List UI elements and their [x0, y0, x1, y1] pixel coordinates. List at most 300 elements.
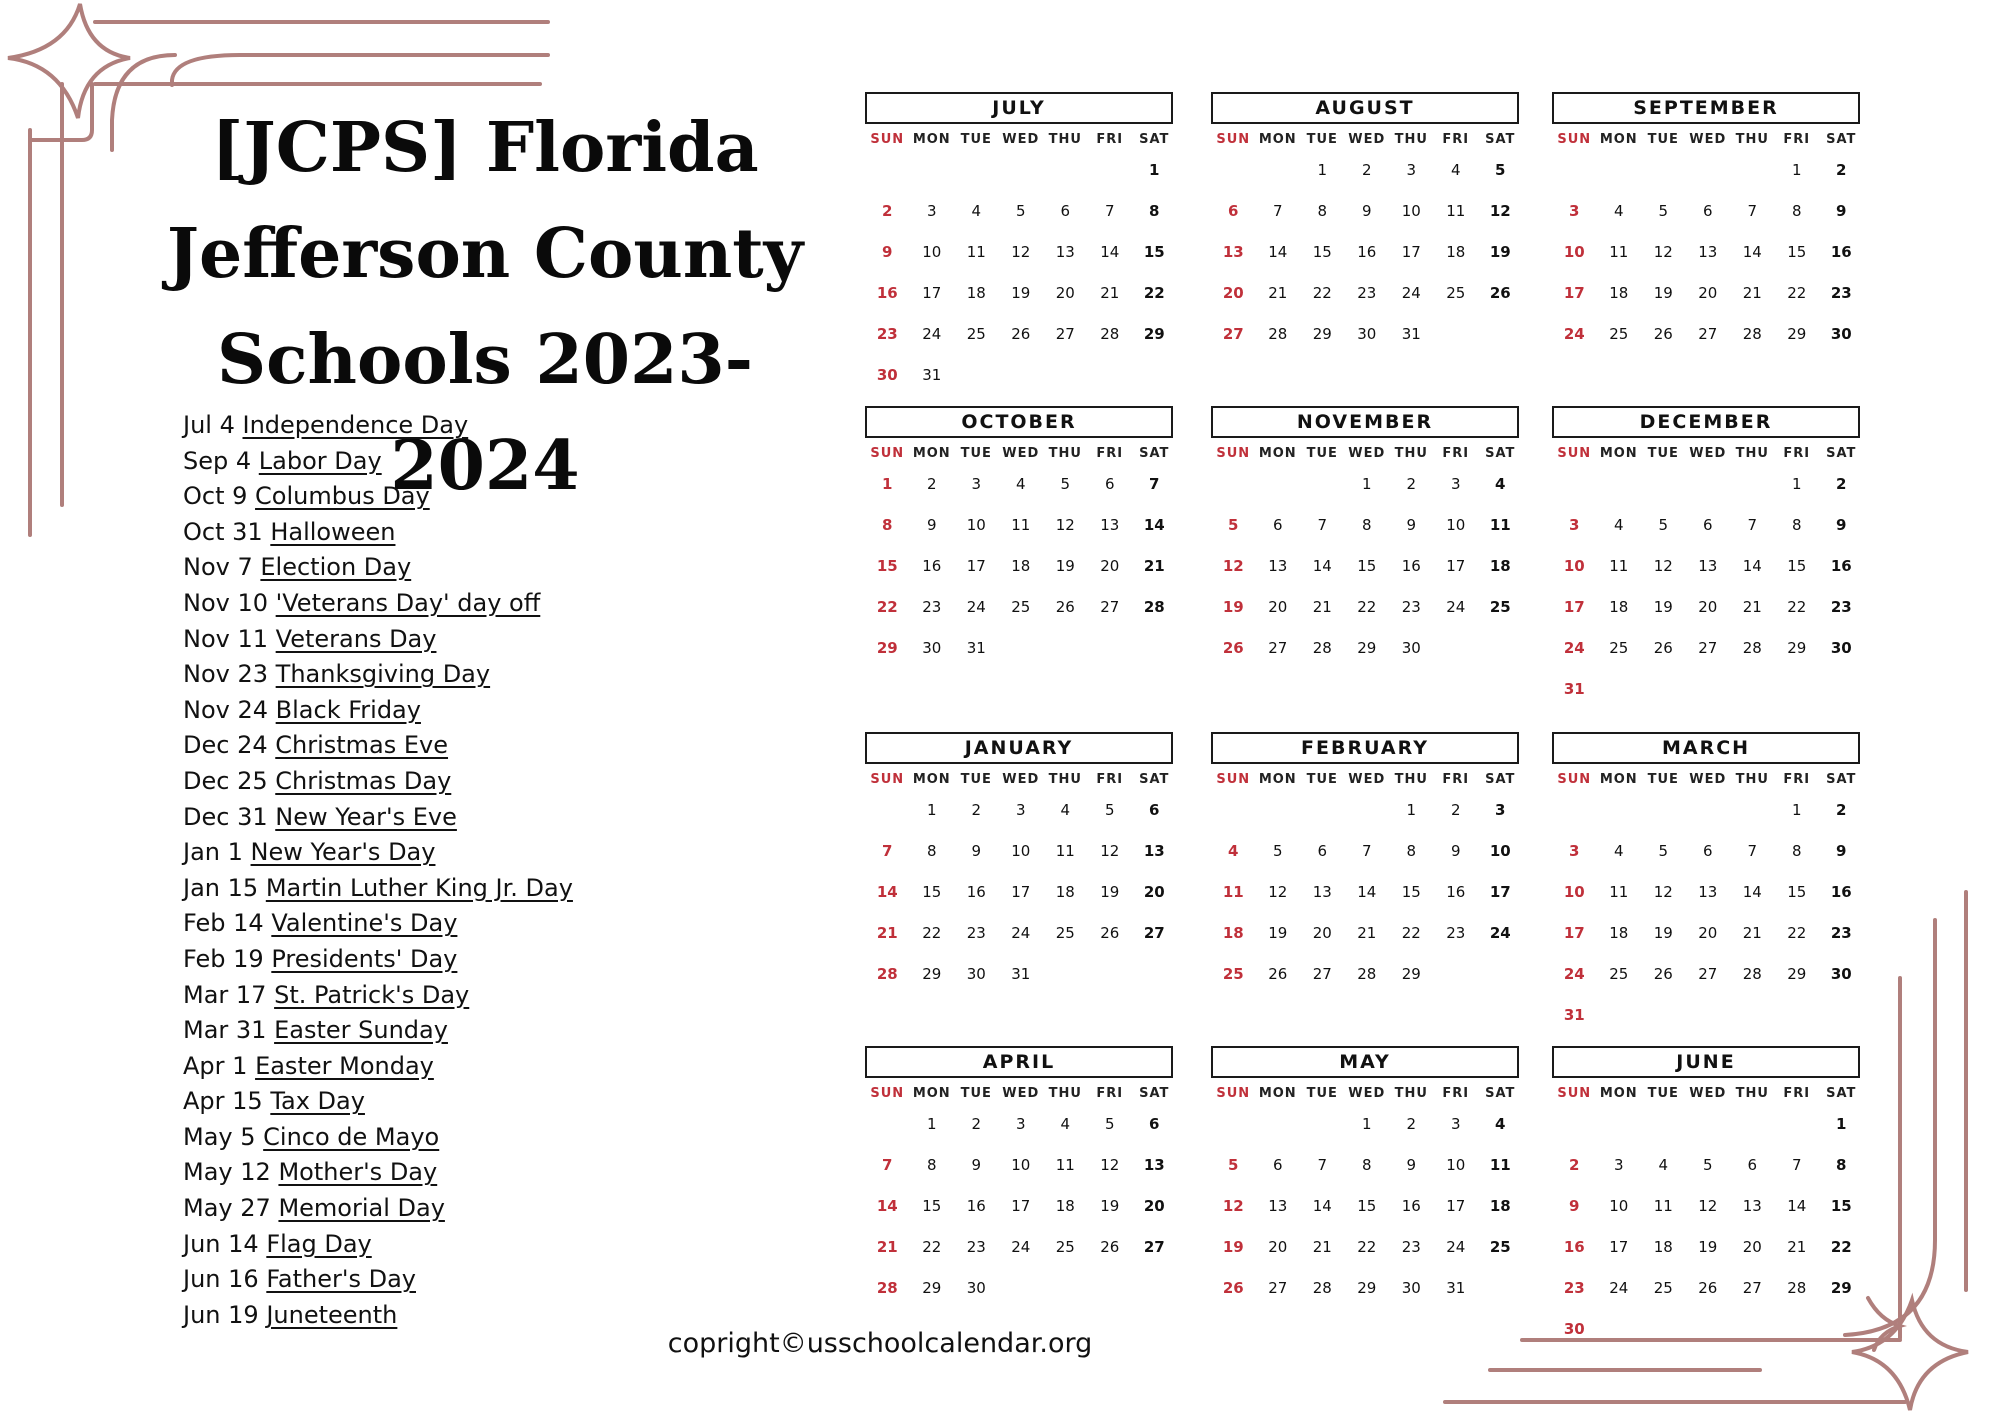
day-cell: 25	[1609, 325, 1629, 343]
month-grid	[865, 1084, 1177, 1309]
month-april	[865, 1046, 1177, 1309]
day-cell: 18	[1609, 284, 1629, 302]
holiday-name-link[interactable]: Memorial Day	[278, 1194, 445, 1223]
weekday-header: THU	[1735, 772, 1769, 787]
day-cell: 8	[1836, 1156, 1847, 1174]
holiday-date: Nov 24	[183, 695, 269, 724]
day-cell: 13	[1268, 1197, 1288, 1215]
day-cell: 8	[1791, 202, 1802, 220]
star-ornament-bottomright	[1852, 1300, 1968, 1410]
holiday-name-link[interactable]: Black Friday	[275, 695, 421, 724]
day-cell: 25	[1055, 1238, 1075, 1256]
day-empty	[999, 150, 1044, 191]
holiday-name-link[interactable]: Cinco de Mayo	[263, 1122, 440, 1151]
day-cell: 8	[1149, 202, 1160, 220]
day-cell: 10	[1609, 1197, 1629, 1215]
day-cell: 31	[922, 366, 942, 384]
day-cell: 7	[1791, 1156, 1802, 1174]
weekday-header: SUN	[1557, 132, 1592, 147]
day-cell: 28	[1742, 639, 1762, 657]
holiday-item	[183, 1227, 573, 1263]
day-cell: 2	[1406, 475, 1417, 493]
holiday-date: Nov 10	[183, 588, 269, 617]
day-cell: 15	[1830, 1197, 1852, 1215]
day-cell: 21	[1100, 284, 1120, 302]
day-cell: 7	[1272, 202, 1283, 220]
day-cell: 20	[1222, 284, 1244, 302]
day-cell: 12	[1100, 842, 1120, 860]
month-august	[1211, 92, 1523, 355]
day-cell: 5	[1272, 842, 1283, 860]
day-cell: 8	[882, 516, 893, 534]
month-grid	[1552, 130, 1864, 355]
day-cell: 1	[926, 801, 937, 819]
day-cell: 30	[966, 1279, 986, 1297]
day-cell: 20	[1143, 883, 1165, 901]
weekday-header: FRI	[1442, 132, 1470, 147]
holiday-name-link[interactable]: Halloween	[270, 517, 396, 546]
day-cell: 21	[1268, 284, 1288, 302]
weekday-header: THU	[1048, 772, 1082, 787]
day-cell: 29	[1312, 325, 1332, 343]
day-cell: 15	[1357, 557, 1377, 575]
day-cell: 9	[1569, 1197, 1580, 1215]
day-empty	[1686, 790, 1731, 831]
holiday-item	[183, 550, 573, 586]
day-cell: 23	[876, 325, 898, 343]
holiday-name-link[interactable]: 'Veterans Day' day off	[275, 588, 541, 617]
day-cell: 12	[1011, 243, 1031, 261]
month-grid	[865, 130, 1177, 396]
day-cell: 24	[966, 598, 986, 616]
day-cell: 8	[926, 842, 937, 860]
month-grid	[1211, 130, 1523, 355]
day-cell: 30	[1357, 325, 1377, 343]
day-cell: 24	[1609, 1279, 1629, 1297]
day-cell: 19	[1100, 883, 1120, 901]
day-empty	[1730, 1104, 1775, 1145]
weekday-header: TUE	[1647, 1086, 1679, 1101]
day-cell: 12	[1055, 516, 1075, 534]
weekday-header: WED	[1689, 1086, 1727, 1101]
weekday-header: TUE	[1647, 446, 1679, 461]
day-cell: 9	[971, 842, 982, 860]
day-cell: 29	[1787, 325, 1807, 343]
day-cell: 18	[1489, 1197, 1511, 1215]
weekday-header: THU	[1394, 132, 1428, 147]
day-cell: 15	[1357, 1197, 1377, 1215]
day-cell: 6	[1149, 1115, 1160, 1133]
day-cell: 4	[1613, 516, 1624, 534]
day-cell: 1	[1791, 475, 1802, 493]
month-december	[1552, 406, 1864, 710]
day-cell: 25	[1011, 598, 1031, 616]
day-cell: 13	[1698, 243, 1718, 261]
day-cell: 8	[1406, 842, 1417, 860]
day-cell: 2	[971, 801, 982, 819]
holiday-name-link[interactable]: Thanksgiving Day	[275, 660, 491, 689]
day-cell: 28	[1268, 325, 1288, 343]
day-cell: 18	[1055, 883, 1075, 901]
day-cell: 9	[971, 1156, 982, 1174]
weekday-header: FRI	[1783, 772, 1811, 787]
holiday-name-link[interactable]: Election Day	[260, 553, 412, 582]
day-cell: 2	[971, 1115, 982, 1133]
day-cell: 17	[1609, 1238, 1629, 1256]
day-cell: 27	[1268, 1279, 1288, 1297]
day-cell: 9	[1836, 516, 1847, 534]
holiday-name-link[interactable]: St. Patrick's Day	[274, 980, 470, 1009]
day-cell: 25	[966, 325, 986, 343]
weekday-header: SAT	[1139, 446, 1170, 461]
weekday-header: WED	[1002, 1086, 1040, 1101]
holiday-item	[183, 1298, 573, 1334]
holiday-item	[183, 1120, 573, 1156]
month-may	[1211, 1046, 1523, 1309]
day-cell: 4	[1613, 202, 1624, 220]
day-cell: 22	[876, 598, 898, 616]
day-cell: 10	[966, 516, 986, 534]
title-line-3: Schools 2023-2024	[217, 320, 753, 506]
day-cell: 3	[1569, 202, 1580, 220]
day-cell: 24	[1446, 1238, 1466, 1256]
star-ornament-small	[1868, 1298, 1900, 1350]
day-cell: 9	[1836, 842, 1847, 860]
day-cell: 30	[1401, 639, 1421, 657]
day-cell: 6	[1702, 202, 1713, 220]
day-cell: 12	[1653, 243, 1673, 261]
day-cell: 18	[1446, 243, 1466, 261]
day-cell: 26	[1268, 965, 1288, 983]
day-cell: 2	[1361, 161, 1372, 179]
day-cell: 10	[1446, 516, 1466, 534]
weekday-header: MON	[1258, 1086, 1297, 1101]
weekday-header: MON	[1599, 772, 1638, 787]
day-empty	[865, 150, 910, 191]
day-cell: 27	[1055, 325, 1075, 343]
holiday-date: Dec 24	[183, 731, 268, 760]
holiday-name-link[interactable]: Valentine's Day	[271, 909, 458, 938]
day-cell: 7	[1747, 516, 1758, 534]
holiday-name-link[interactable]: Martin Luther King Jr. Day	[265, 873, 573, 902]
weekday-header: FRI	[1783, 446, 1811, 461]
day-cell: 2	[926, 475, 937, 493]
day-cell: 23	[966, 1238, 986, 1256]
day-cell: 31	[1563, 680, 1585, 698]
holiday-name-link[interactable]: Christmas Eve	[275, 731, 449, 760]
day-cell: 2	[1569, 1156, 1580, 1174]
weekday-header: THU	[1048, 132, 1082, 147]
day-cell: 12	[1100, 1156, 1120, 1174]
day-cell: 18	[1011, 557, 1031, 575]
day-cell: 14	[1312, 557, 1332, 575]
day-cell: 21	[876, 924, 898, 942]
day-cell: 3	[1569, 516, 1580, 534]
day-empty	[1211, 150, 1256, 191]
day-cell: 14	[1742, 557, 1762, 575]
month-july	[865, 92, 1177, 396]
weekday-header: TUE	[1306, 446, 1338, 461]
month-grid	[1211, 1084, 1523, 1309]
holiday-date: Jul 4	[183, 411, 235, 439]
day-cell: 15	[1401, 883, 1421, 901]
day-empty	[1552, 150, 1597, 191]
day-empty	[1300, 790, 1345, 831]
day-cell: 1	[882, 475, 893, 493]
holiday-name-link[interactable]: Mother's Day	[278, 1158, 438, 1187]
day-cell: 23	[1830, 924, 1852, 942]
day-cell: 19	[1011, 284, 1031, 302]
day-cell: 25	[1489, 598, 1511, 616]
weekday-header: FRI	[1442, 772, 1470, 787]
day-cell: 5	[1658, 842, 1669, 860]
day-cell: 9	[1406, 516, 1417, 534]
holiday-item	[183, 622, 573, 658]
day-cell: 15	[922, 883, 942, 901]
day-empty	[1730, 150, 1775, 191]
day-cell: 24	[1563, 325, 1585, 343]
day-cell: 29	[1143, 325, 1165, 343]
day-cell: 9	[1836, 202, 1847, 220]
month-june	[1552, 1046, 1864, 1350]
day-empty	[1552, 1104, 1597, 1145]
holiday-name-link[interactable]: New Year's Eve	[275, 802, 457, 831]
day-cell: 5	[1104, 1115, 1115, 1133]
day-cell: 25	[1222, 965, 1244, 983]
day-cell: 8	[926, 1156, 937, 1174]
day-cell: 31	[1401, 325, 1421, 343]
day-cell: 7	[1317, 1156, 1328, 1174]
day-cell: 29	[922, 965, 942, 983]
holiday-name-link[interactable]: Christmas Day	[275, 766, 452, 795]
day-cell: 4	[1015, 475, 1026, 493]
day-cell: 24	[1489, 924, 1511, 942]
frame-line-left-3	[30, 84, 92, 140]
day-cell: 25	[1489, 1238, 1511, 1256]
day-cell: 21	[1742, 284, 1762, 302]
day-cell: 5	[1495, 161, 1506, 179]
day-cell: 28	[1742, 965, 1762, 983]
day-cell: 26	[1489, 284, 1511, 302]
day-cell: 3	[1450, 1115, 1461, 1133]
holiday-name-link[interactable]: Father's Day	[266, 1265, 416, 1294]
holiday-name-link[interactable]: Flag Day	[266, 1229, 372, 1258]
day-cell: 30	[1830, 965, 1852, 983]
day-cell: 1	[926, 1115, 937, 1133]
day-cell: 21	[1312, 1238, 1332, 1256]
holiday-item	[183, 978, 573, 1014]
day-empty	[1256, 790, 1301, 831]
day-cell: 6	[1272, 1156, 1283, 1174]
day-cell: 1	[1361, 475, 1372, 493]
day-cell: 6	[1228, 202, 1239, 220]
day-cell: 9	[926, 516, 937, 534]
weekday-header: FRI	[1442, 1086, 1470, 1101]
day-cell: 6	[1702, 842, 1713, 860]
day-cell: 17	[1011, 1197, 1031, 1215]
holiday-date: Mar 31	[183, 1016, 267, 1045]
day-cell: 3	[1613, 1156, 1624, 1174]
day-cell: 22	[922, 1238, 942, 1256]
day-cell: 13	[1143, 1156, 1165, 1174]
day-cell: 17	[1563, 598, 1585, 616]
day-cell: 23	[1830, 284, 1852, 302]
holiday-name-link[interactable]: Labor Day	[258, 446, 382, 475]
weekday-header: SAT	[1826, 132, 1857, 147]
weekday-header: FRI	[1783, 132, 1811, 147]
day-cell: 13	[1312, 883, 1332, 901]
day-cell: 22	[1830, 1238, 1852, 1256]
frame-line-top-4	[172, 55, 240, 85]
day-cell: 4	[971, 202, 982, 220]
holiday-date: Mar 17	[183, 980, 267, 1009]
holiday-date: Nov 7	[183, 553, 253, 582]
weekday-header: MON	[1258, 772, 1297, 787]
month-september	[1552, 92, 1864, 355]
weekday-header: TUE	[1647, 132, 1679, 147]
weekday-header: TUE	[960, 772, 992, 787]
day-cell: 20	[1100, 557, 1120, 575]
holiday-date: May 12	[183, 1158, 271, 1187]
holiday-name-link[interactable]: Easter Monday	[255, 1051, 434, 1080]
day-cell: 5	[1104, 801, 1115, 819]
holiday-date: Jan 15	[183, 873, 259, 902]
day-cell: 6	[1747, 1156, 1758, 1174]
holiday-date: Sep 4	[183, 446, 252, 475]
day-cell: 3	[1450, 475, 1461, 493]
month-title: DECEMBER	[1552, 406, 1860, 438]
day-cell: 27	[1143, 1238, 1165, 1256]
title-line-1: [JCPS] Florida	[211, 108, 759, 188]
day-empty	[865, 1104, 910, 1145]
month-march	[1552, 732, 1864, 1036]
day-cell: 23	[1446, 924, 1466, 942]
day-cell: 1	[1791, 161, 1802, 179]
day-empty	[1256, 464, 1301, 505]
weekday-header: WED	[1002, 446, 1040, 461]
month-title: JUNE	[1552, 1046, 1860, 1078]
day-empty	[1730, 464, 1775, 505]
month-title: JANUARY	[865, 732, 1173, 764]
holiday-name-link[interactable]: Presidents' Day	[271, 944, 458, 973]
day-cell: 19	[1698, 1238, 1718, 1256]
month-grid	[865, 444, 1177, 669]
day-cell: 29	[1357, 1279, 1377, 1297]
holiday-item	[183, 764, 573, 800]
day-empty	[1597, 1104, 1642, 1145]
day-cell: 20	[1143, 1197, 1165, 1215]
weekday-header: THU	[1394, 446, 1428, 461]
day-cell: 24	[922, 325, 942, 343]
day-cell: 8	[1791, 842, 1802, 860]
day-cell: 10	[1563, 557, 1585, 575]
day-cell: 25	[1609, 639, 1629, 657]
month-grid	[1552, 770, 1864, 1036]
holiday-date: Jun 14	[183, 1229, 259, 1258]
holiday-name-link[interactable]: Juneteenth	[266, 1300, 398, 1329]
day-cell: 30	[1563, 1320, 1585, 1338]
day-cell: 8	[1317, 202, 1328, 220]
weekday-header: SUN	[1216, 1086, 1251, 1101]
day-cell: 11	[1609, 883, 1629, 901]
holiday-item	[183, 906, 573, 942]
weekday-header: WED	[1002, 772, 1040, 787]
day-cell: 30	[966, 965, 986, 983]
day-cell: 11	[966, 243, 986, 261]
day-cell: 10	[1563, 883, 1585, 901]
day-cell: 11	[1011, 516, 1031, 534]
day-cell: 9	[1406, 1156, 1417, 1174]
weekday-header: THU	[1048, 1086, 1082, 1101]
weekday-header: MON	[1599, 446, 1638, 461]
day-cell: 28	[1312, 639, 1332, 657]
day-cell: 22	[922, 924, 942, 942]
day-cell: 26	[1653, 965, 1673, 983]
day-cell: 19	[1653, 284, 1673, 302]
holiday-date: Apr 1	[183, 1051, 248, 1080]
day-cell: 11	[1609, 557, 1629, 575]
day-cell: 25	[1055, 924, 1075, 942]
day-empty	[1043, 150, 1088, 191]
day-cell: 4	[1060, 801, 1071, 819]
weekday-header: SUN	[1557, 1086, 1592, 1101]
weekday-header: SAT	[1826, 446, 1857, 461]
weekday-header: TUE	[1306, 1086, 1338, 1101]
holiday-item	[183, 942, 573, 978]
weekday-header: TUE	[1306, 132, 1338, 147]
month-november	[1211, 406, 1523, 669]
holiday-name-link[interactable]: Easter Sunday	[274, 1016, 448, 1045]
day-cell: 16	[1830, 243, 1852, 261]
weekday-header: THU	[1394, 772, 1428, 787]
day-cell: 28	[876, 965, 898, 983]
day-cell: 30	[1401, 1279, 1421, 1297]
holiday-name-link[interactable]: Columbus Day	[255, 482, 430, 511]
holiday-item	[183, 800, 573, 836]
day-cell: 19	[1222, 598, 1244, 616]
day-cell: 10	[922, 243, 942, 261]
day-cell: 28	[1143, 598, 1165, 616]
holiday-date: Feb 14	[183, 909, 264, 938]
month-title: FEBRUARY	[1211, 732, 1519, 764]
day-cell: 5	[1658, 516, 1669, 534]
day-cell: 21	[1357, 924, 1377, 942]
holiday-name-link[interactable]: New Year's Day	[250, 838, 436, 867]
day-cell: 7	[1747, 842, 1758, 860]
holiday-name-link[interactable]: Independence Day	[242, 411, 469, 439]
day-cell: 14	[1312, 1197, 1332, 1215]
day-cell: 18	[966, 284, 986, 302]
day-cell: 13	[1055, 243, 1075, 261]
day-cell: 15	[1312, 243, 1332, 261]
day-cell: 27	[1698, 325, 1718, 343]
day-empty	[910, 150, 955, 191]
holiday-name-link[interactable]: Tax Day	[270, 1087, 365, 1116]
day-cell: 19	[1100, 1197, 1120, 1215]
day-cell: 11	[1446, 202, 1466, 220]
day-cell: 1	[1149, 161, 1160, 179]
day-cell: 17	[1401, 243, 1421, 261]
day-cell: 7	[882, 1156, 893, 1174]
holiday-name-link[interactable]: Veterans Day	[275, 624, 437, 653]
weekday-header: MON	[912, 132, 951, 147]
month-title: NOVEMBER	[1211, 406, 1519, 438]
day-cell: 22	[1357, 1238, 1377, 1256]
day-cell: 6	[1317, 842, 1328, 860]
day-cell: 22	[1787, 284, 1807, 302]
day-cell: 24	[1563, 639, 1585, 657]
day-cell: 21	[1143, 557, 1165, 575]
